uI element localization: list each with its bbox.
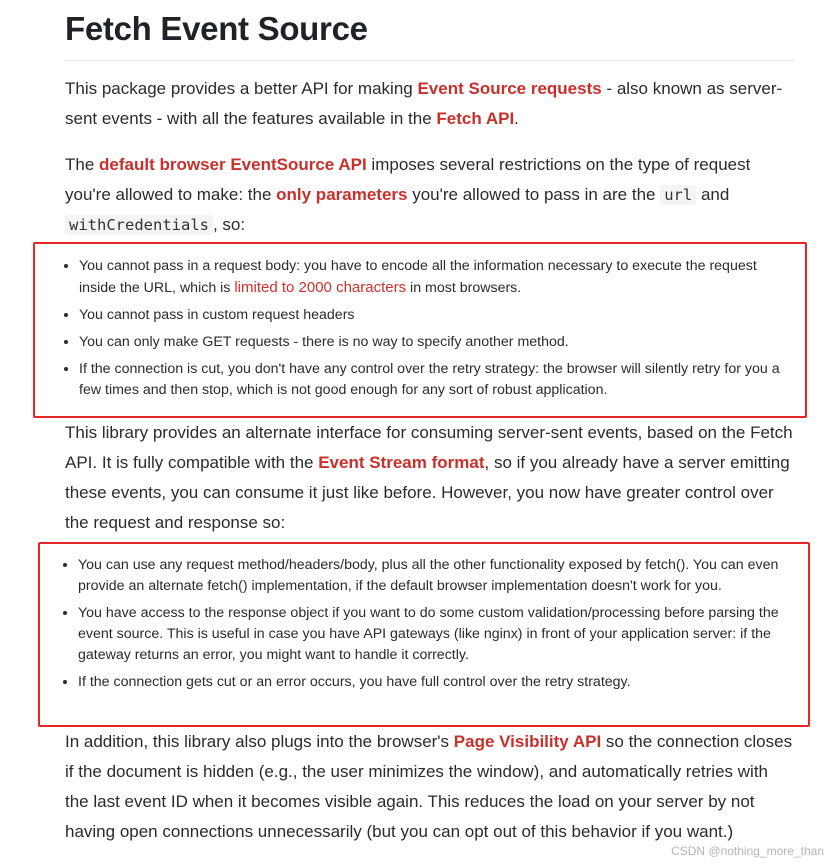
restrictions-text-2: imposes several restrictions on the type of request you're allowed to make: the xyxy=(65,155,751,204)
capabilities-highlight-box xyxy=(38,542,810,727)
restrictions-text-4: and xyxy=(696,185,730,204)
intro-text-1: This package provides a better API for making xyxy=(65,79,418,98)
list-item: • You can use any request method/headers/body, plus all the other functionality exposed by fetch(). You can even provide an alternate fetch() implementation, if the default browser implementation doesn't work for you. xyxy=(78,555,794,597)
list-item: • If the connection gets cut or an error occurs, you have full control over the retry strategy. xyxy=(78,672,794,693)
restrictions-paragraph xyxy=(65,150,795,240)
list-item-text: in most browsers. xyxy=(406,280,522,296)
intro-paragraph xyxy=(65,74,795,134)
fetch-api-link[interactable]: Fetch API xyxy=(436,109,515,128)
page-visibility-api-link[interactable]: Page Visibility API xyxy=(453,732,602,751)
only-parameters-link[interactable]: only parameters xyxy=(276,185,408,204)
list-item: • You have access to the response object if you want to do some custom validation/processing before parsing the event source. This is useful in case you have API gateways (like nginx) in front of your application server: if the gateway returns an error, you might want to handle it correctly. xyxy=(78,603,794,666)
default-eventsource-api-link[interactable]: default browser EventSource API xyxy=(99,155,367,174)
visibility-paragraph xyxy=(65,727,795,847)
limited-2000-characters-link[interactable]: limited to 2000 characters xyxy=(234,279,407,296)
library-text-2: , so if you already have a server emitting these events, you can consume it just like before. However, you now have greater control over the request and response so: xyxy=(65,453,790,532)
watermark: CSDN @nothing_more_than xyxy=(671,844,824,858)
capabilities-list xyxy=(40,555,794,693)
withcredentials-code: withCredentials xyxy=(65,215,213,235)
event-source-requests-link[interactable]: Event Source requests xyxy=(417,79,602,98)
intro-text-3: . xyxy=(514,109,519,128)
visibility-text-1: In addition, this library also plugs into the browser's xyxy=(65,732,454,751)
list-item xyxy=(79,256,795,299)
list-item: • If the connection is cut, you don't have any control over the retry strategy: the browser will silently retry for you a few times and then stop, which is not good enough for any sort of robust application. xyxy=(79,359,795,401)
intro-text-2: - also known as server-sent events - with all the features available in the xyxy=(65,79,783,128)
restrictions-highlight-box xyxy=(33,242,807,418)
url-code: url xyxy=(660,185,696,205)
restrictions-text-1: The xyxy=(65,155,100,174)
list-item: • You cannot pass in custom request headers xyxy=(79,305,795,326)
restrictions-text-5: , so: xyxy=(212,215,246,234)
visibility-text-2: so the connection closes if the document is hidden (e.g., the user minimizes the window), and automatically retries with the last event ID when it becomes visible again. This reduces the load on your server by not having open connections unnecessarily (but you can opt out of this behavior if you want.) xyxy=(65,732,793,841)
event-stream-format-link[interactable]: Event Stream format xyxy=(318,453,485,472)
list-item-text: You cannot pass in a request body: you have to encode all the information necessary to execute the request inside the URL, which is xyxy=(79,258,757,296)
list-item: • You can only make GET requests - there is no way to specify another method. xyxy=(79,332,795,353)
page-title: Fetch Event Source xyxy=(65,10,795,61)
restrictions-list xyxy=(35,256,795,401)
restrictions-text-3: you're allowed to pass in are the xyxy=(407,185,661,204)
library-paragraph xyxy=(65,418,795,538)
library-text-1: This library provides an alternate interface for consuming server-sent events, based on the Fetch API. It is fully compatible with the xyxy=(65,423,793,472)
